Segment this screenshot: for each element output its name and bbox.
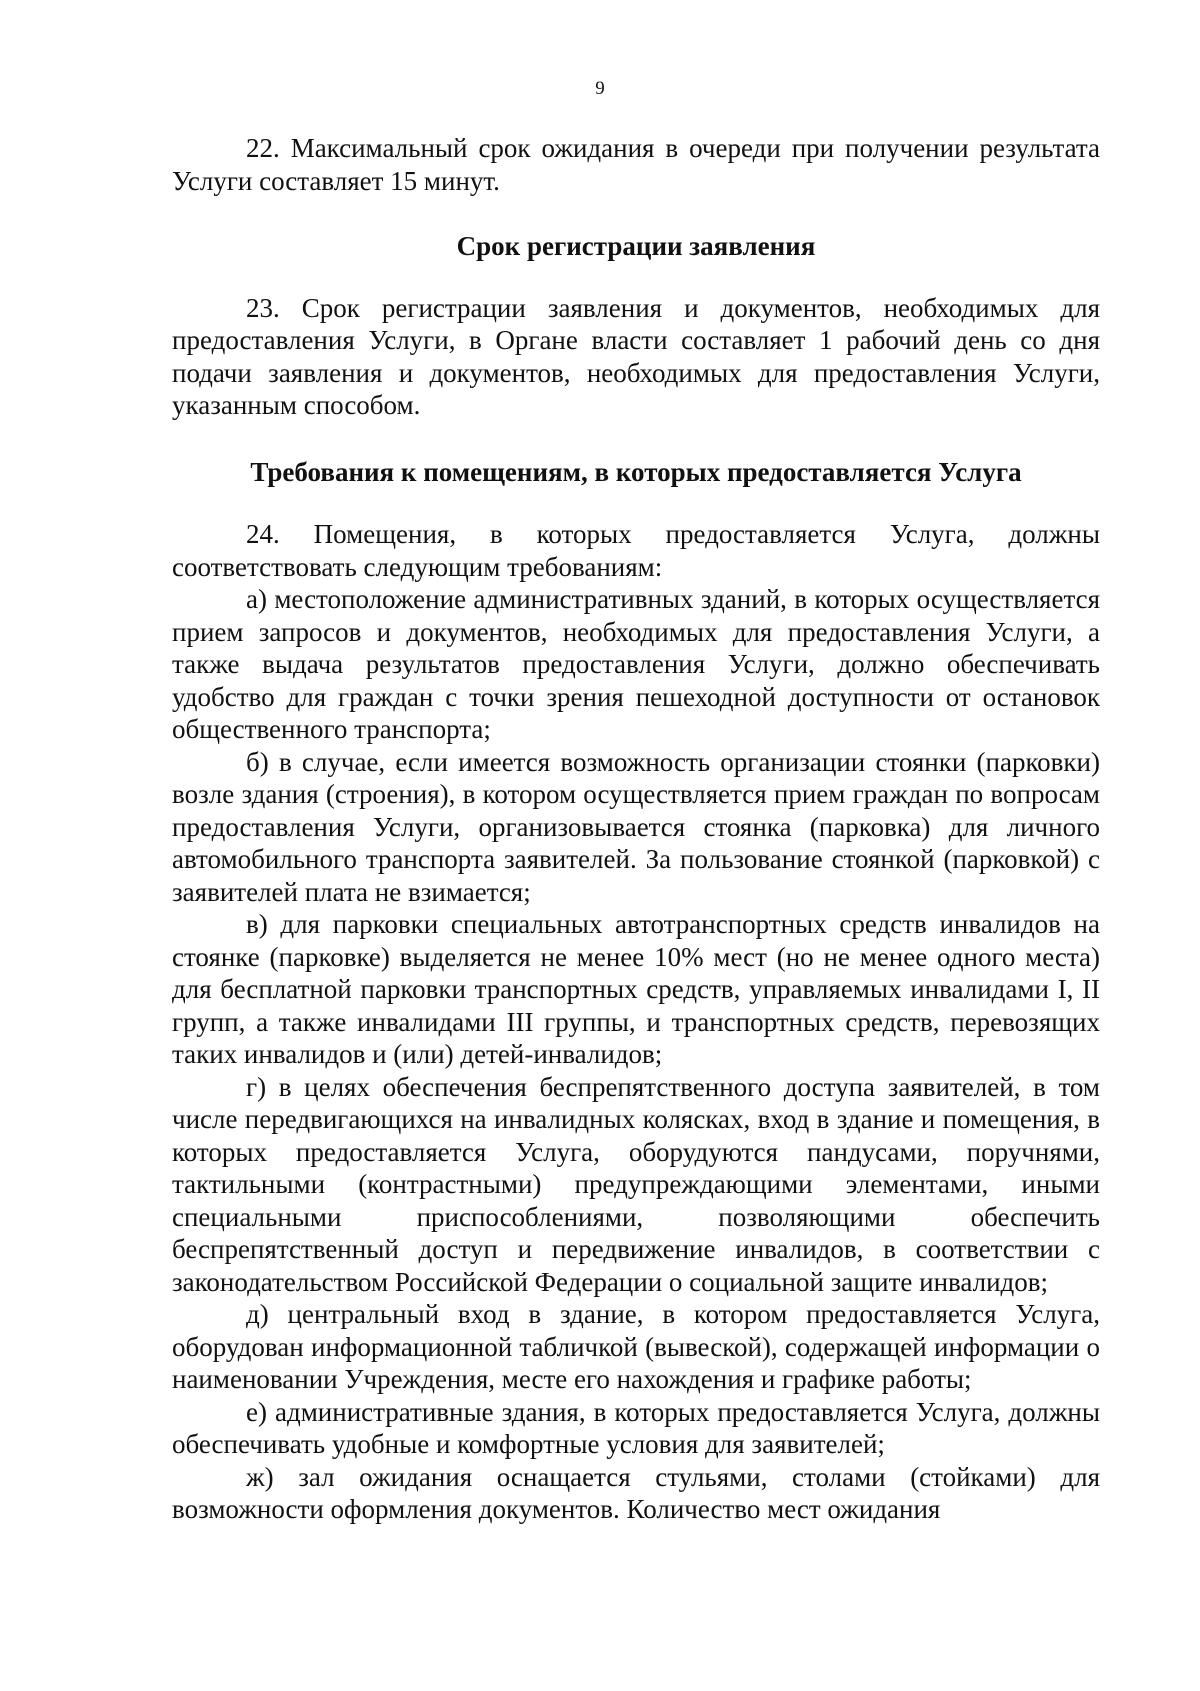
list-item-e: е) административные здания, в которых предоставляется Услуга, должны обеспечивать удобные и комфортные условия для заявителей; — [172, 1396, 1100, 1459]
paragraph-24: 24. Помещения, в которых предоставляется Услуга, должны соответствовать следующим требованиям: — [172, 519, 1100, 582]
paragraph-22: 22. Максимальный срок ожидания в очереди при получении результата Услуги составляет 15 минут. — [172, 133, 1100, 196]
list-item-a: а) местоположение административных зданий, в которых осуществляется прием запросов и документов, необходимых для предоставления Услуги, а также выдача результатов предоставления Услуги, должно обеспечивать удобство для граждан с точки зрения пешеходной доступности от остановок общественного транспорта; — [172, 584, 1100, 744]
section-heading-premises: Требования к помещениям, в которых предоставляется Услуга — [250, 456, 1022, 487]
page-number: 9 — [595, 78, 605, 99]
document-body — [172, 132, 1100, 1526]
list-item-d: д) центральный вход в здание, в котором предоставляется Услуга, оборудован информационной табличкой (вывеской), содержащей информации о наименовании Учреждения, месте его нахождения и графике работы; — [172, 1299, 1100, 1394]
list-item-v: в) для парковки специальных автотранспортных средств инвалидов на стоянке (парковке) выделяется не менее 10% мест (но не менее одного места) для бесплатной парковки транспортных средств, управляемых инвалидами I, II групп, а также инвалидами III группы, и транспортных средств, перевозящих таких инвалидов и (или) детей-инвалидов; — [172, 909, 1100, 1069]
list-item-zh: ж) зал ожидания оснащается стульями, столами (стойками) для возможности оформления документов. Количество мест ожидания — [172, 1461, 1100, 1524]
paragraph-23: 23. Срок регистрации заявления и документов, необходимых для предоставления Услуги, в Органе власти составляет 1 рабочий день со дня подачи заявления и документов, необходимых для предоставления Услуги, указанным способом. — [172, 292, 1100, 420]
list-item-g: г) в целях обеспечения беспрепятственного доступа заявителей, в том числе передвигающихся на инвалидных колясках, вход в здание и помещения, в которых предоставляется Услуга, оборудуются пандусами, поручнями, тактильными (контрастными) предупреждающими элементами, иными специальными приспособлениями, позволяющими обеспечить беспрепятственный доступ и передвижение инвалидов, в соответствии с законодательством Российской Федерации о социальной защите инвалидов; — [172, 1071, 1100, 1297]
section-heading-registration: Срок регистрации заявления — [456, 231, 816, 261]
list-item-b: б) в случае, если имеется возможность организации стоянки (парковки) возле здания (строения), в котором осуществляется прием граждан по вопросам предоставления Услуги, организовывается стоянка (парковка) для личного автомобильного транспорта заявителей. За пользование стоянкой (парковкой) с заявителей плата не взимается; — [172, 746, 1100, 907]
